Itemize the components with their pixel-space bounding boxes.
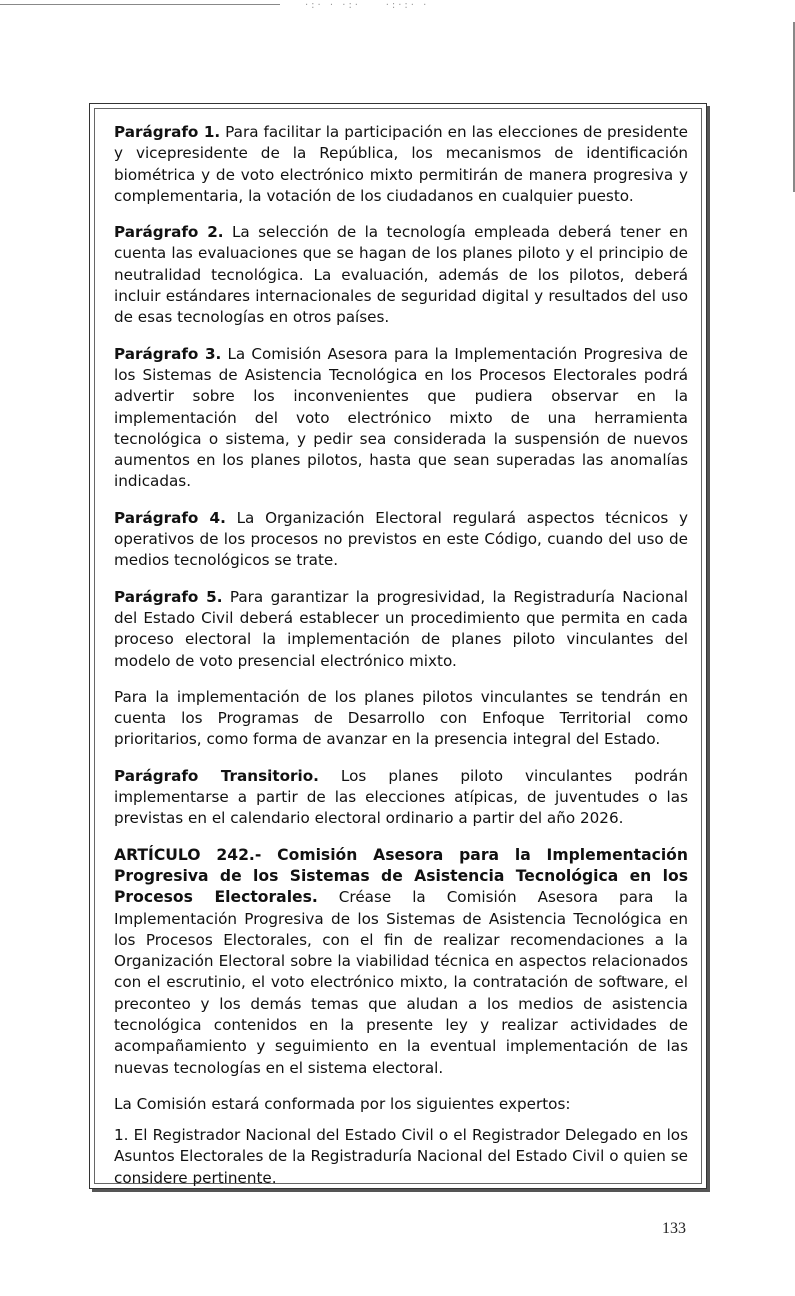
article-body: Créase la Comisión Asesora para la Implementación Progresiva de los Sistemas de Asistencia Tecnológica en los Procesos Electorales, con el fin de realizar recomendaciones a la Organización Electoral sobre la viabilidad técnica en aspectos relacionados con el escrutinio, el voto electrónico mixto, la contratación de software, el preconteo y los demás temas que aludan a los medios de asistencia tecnológica contenidos en la presente ley y realizar actividades de acompañamiento y seguimiento en la eventual implementación de las nuevas tecnologías en el sistema electoral. (114, 888, 688, 1077)
paragrafo-label: Parágrafo 1. (114, 123, 221, 141)
paragrafo-5 (114, 587, 688, 672)
scan-marks: ·:· · ·:· ·:·:· · (305, 0, 430, 11)
article-intro: La Comisión estará conformada por los siguientes expertos: (114, 1094, 571, 1113)
article-item-1: 1. El Registrador Nacional del Estado Civil o el Registrador Delegado en los Asuntos Electorales de la Registraduría Nacional del Estado Civil o quien se considere pertinente. (114, 1126, 688, 1187)
paragrafo-label: Parágrafo 3. (114, 344, 222, 363)
article-title: ARTÍCULO 242.- Comisión Asesora para la Implementación Progresiva de los Sistemas de Asistencia Tecnológica en los Procesos Electorales. (114, 845, 688, 907)
paragrafo-transitorio (114, 766, 688, 830)
paragrafo-1 (114, 122, 688, 207)
paragrafo-text: La Comisión Asesora para la Implementación Progresiva de los Sistemas de Asistencia Tecnológica en los Procesos Electorales podrá advertir sobre los inconvenientes que pudiera observar en la implementación del voto electrónico mixto de una herramienta tecnológica o sistema, y pedir sea considerada la suspensión de nuevos aumentos en los planes pilotos, hasta que sean superadas las anomalías indicadas. (114, 344, 688, 491)
top-rule (0, 4, 280, 5)
document-body (114, 122, 688, 1204)
paragrafo-label: Parágrafo 4. (114, 508, 226, 527)
paragrafo-2 (114, 222, 688, 328)
paragrafo-label: Parágrafo 5. (114, 587, 223, 606)
paragrafo-text: Para garantizar la progresividad, la Registraduría Nacional del Estado Civil deberá establecer un procedimiento que permita en cada proceso electoral la implementación de planes piloto vinculantes del modelo de voto presencial electrónico mixto. (114, 587, 688, 670)
paragrafo-3 (114, 344, 688, 493)
paragrafo-text: Para facilitar la participación en las elecciones de presidente y vicepresidente de la República, los mecanismos de identificación biométrica y de voto electrónico mixto permitirán de manera progresiva y complementaria, la votación de los ciudadanos en cualquier puesto. (114, 123, 688, 205)
paragrafo-label: Parágrafo 2. (114, 223, 224, 242)
paragrafo-text: Los planes piloto vinculantes podrán implementarse a partir de las elecciones atípicas, de juventudes o las previstas en el calendario electoral ordinario a partir del año 2026. (114, 766, 688, 828)
paragrafo-label: Parágrafo Transitorio. (114, 766, 319, 785)
paragrafo-text: La selección de la tecnología empleada deberá tener en cuenta las evaluaciones que se hagan de los planes piloto y el principio de neutralidad tecnológica. La evaluación, además de los pilotos, deberá incluir estándares internacionales de seguridad digital y resultados del uso de esas tecnologías en otros países. (114, 223, 688, 327)
paragrafo-text: Para la implementación de los planes pilotos vinculantes se tendrán en cuenta los Programas de Desarrollo con Enfoque Territorial como prioritarios, como forma de avanzar en la presencia integral del Estado. (114, 687, 688, 749)
paragrafo-4 (114, 508, 688, 572)
articulo-242 (114, 845, 688, 1079)
paragrafo-5-continuation (114, 687, 688, 751)
paragrafo-text: La Organización Electoral regulará aspectos técnicos y operativos de los procesos no previstos en este Código, cuando del uso de medios tecnológicos se trate. (114, 508, 688, 570)
page-number: 133 (662, 1220, 686, 1237)
